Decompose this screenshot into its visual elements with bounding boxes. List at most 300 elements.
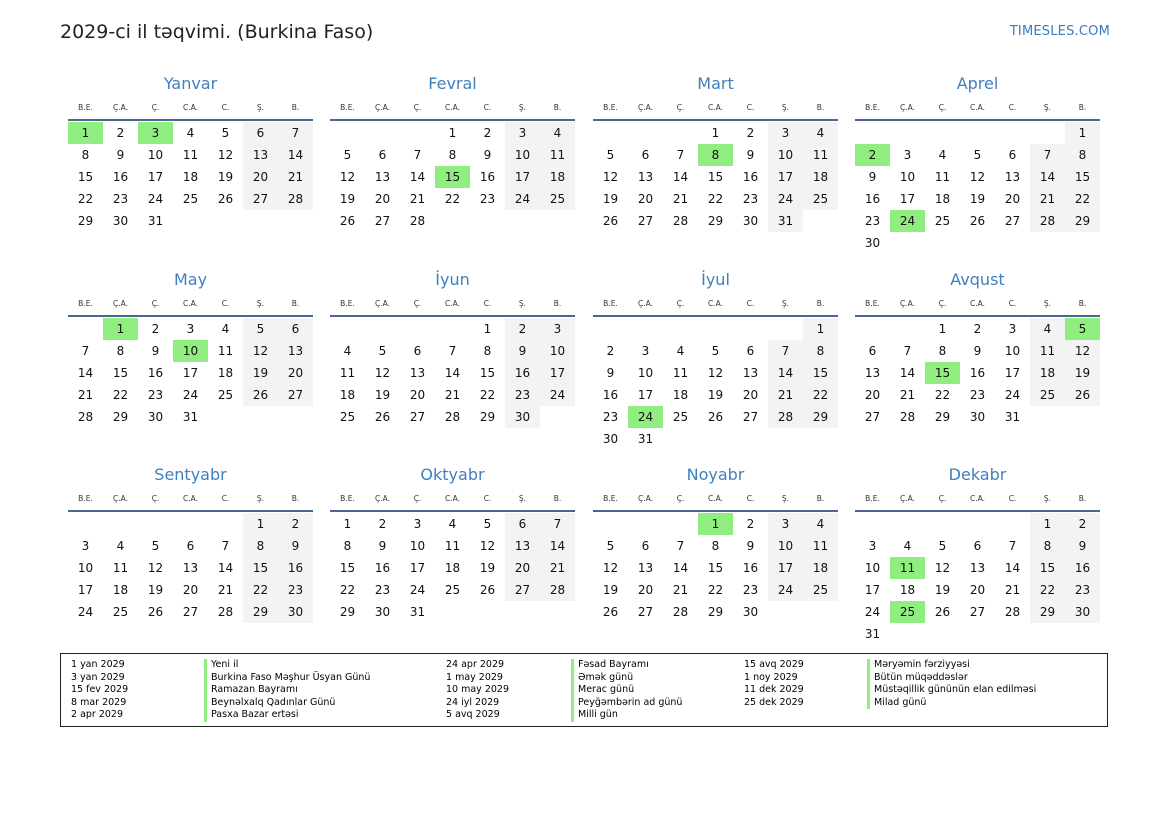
weekday-header [855,486,1100,512]
day-cell: 24 [505,188,540,210]
day-cell: 31 [409,605,426,619]
day-cell: 21 [899,388,916,402]
day-cell: 23 [278,579,313,601]
day-grid [855,121,1100,254]
weekday-label: C.A. [969,493,985,503]
holiday-day-cell: 1 [103,318,138,340]
holiday-day-cell: 10 [173,340,208,362]
weekday-label: Ç. [413,102,422,112]
day-cell: 2 [746,126,755,140]
day-cell: 18 [217,366,234,380]
day-cell: 4 [803,513,838,535]
day-cell: 11 [182,148,199,162]
empty-cell [663,513,698,535]
day-cell: 6 [505,513,540,535]
day-cell: 26 [707,410,724,424]
weekday-label: B. [1078,102,1087,112]
legend-names-3 [867,659,1036,709]
day-cell: 6 [1008,148,1017,162]
weekday-header [330,291,575,317]
day-cell: 26 [602,605,619,619]
day-cell: 4 [540,122,575,144]
day-cell: 30 [147,410,164,424]
day-cell: 4 [938,148,947,162]
day-cell: 22 [1065,188,1100,210]
day-cell: 16 [602,388,619,402]
weekday-label: C.A. [707,493,723,503]
weekday-label: B. [816,298,825,308]
day-cell: 7 [448,344,457,358]
day-cell: 16 [278,557,313,579]
day-cell: 25 [934,214,951,228]
weekday-label: B.E. [865,102,880,112]
empty-cell [593,318,628,340]
day-cell: 9 [483,148,492,162]
day-cell: 17 [77,583,94,597]
day-cell: 18 [339,388,356,402]
day-cell: 17 [768,557,803,579]
empty-cell [698,318,733,340]
day-grid [593,121,838,232]
day-cell: 29 [1065,210,1100,232]
weekday-label: Ç.A. [112,298,128,308]
day-cell: 19 [217,170,234,184]
day-cell: 21 [409,192,426,206]
weekday-label: Ç. [151,493,160,503]
day-cell: 14 [899,366,916,380]
month-1 [68,73,313,232]
day-cell: 10 [540,340,575,362]
empty-cell [173,513,208,535]
day-cell: 8 [81,148,90,162]
empty-cell [365,318,400,340]
day-cell: 8 [711,539,720,553]
day-cell: 22 [803,384,838,406]
weekday-label: C. [483,298,492,308]
day-cell: 28 [540,579,575,601]
day-cell: 24 [409,583,426,597]
day-cell: 16 [112,170,129,184]
holiday-date: 8 mar 2029 [71,696,127,708]
day-cell: 22 [707,192,724,206]
month-8 [855,269,1100,428]
day-cell: 12 [374,366,391,380]
month-name: Dekabr [948,465,1007,484]
month-11 [593,464,838,623]
empty-cell [995,122,1030,144]
day-cell: 3 [768,513,803,535]
weekday-label: Ç. [676,298,685,308]
holiday-date: 5 avq 2029 [446,709,500,721]
day-cell: 31 [768,210,803,232]
month-name: Sentyabr [154,465,227,484]
day-cell: 21 [540,557,575,579]
day-cell: 3 [505,122,540,144]
day-cell: 4 [186,126,195,140]
day-cell: 15 [803,362,838,384]
empty-cell [995,513,1030,535]
empty-cell [925,122,960,144]
day-grid [330,121,575,232]
day-cell: 17 [182,366,199,380]
day-cell: 20 [969,583,986,597]
weekday-label: B. [553,102,562,112]
day-cell: 10 [1004,344,1021,358]
day-cell: 1 [448,126,457,140]
day-cell: 12 [602,170,619,184]
day-cell: 23 [479,192,496,206]
weekday-header [68,291,313,317]
day-cell: 1 [1030,513,1065,535]
month-name: Noyabr [686,465,745,484]
day-cell: 31 [864,627,881,641]
day-cell: 25 [803,579,838,601]
day-cell: 23 [864,214,881,228]
empty-cell [855,122,890,144]
day-grid [330,512,575,623]
weekday-label: Ç.A. [637,102,653,112]
day-cell: 19 [707,388,724,402]
holiday-name: Fəsad Bayramı [571,659,682,672]
day-cell: 5 [151,539,160,553]
holiday-name: Peyğəmbərin ad günü [571,697,682,710]
day-cell: 18 [444,561,461,575]
day-cell: 15 [243,557,278,579]
day-cell: 28 [278,188,313,210]
day-cell: 10 [768,144,803,166]
day-cell: 27 [637,605,654,619]
weekday-label: C.A. [969,102,985,112]
holiday-date: 24 apr 2029 [446,659,505,670]
day-cell: 17 [637,388,654,402]
day-cell: 11 [112,561,129,575]
day-cell: 27 [409,410,426,424]
weekday-label: B. [291,493,300,503]
day-cell: 15 [479,366,496,380]
empty-cell [330,122,365,144]
day-cell: 20 [864,388,881,402]
day-cell: 4 [803,122,838,144]
day-cell: 26 [217,192,234,206]
weekday-label: B.E. [340,102,355,112]
day-cell: 27 [969,605,986,619]
day-cell: 7 [540,513,575,535]
day-cell: 20 [243,166,278,188]
day-cell: 23 [969,388,986,402]
day-cell: 2 [505,318,540,340]
day-cell: 22 [112,388,129,402]
day-cell: 24 [77,605,94,619]
day-cell: 11 [339,366,356,380]
day-cell: 25 [182,192,199,206]
day-cell: 3 [641,344,650,358]
day-cell: 25 [339,410,356,424]
day-cell: 16 [742,561,759,575]
weekday-label: Ç. [676,102,685,112]
day-cell: 31 [182,410,199,424]
legend-dates-3 [744,659,804,709]
day-cell: 8 [116,344,125,358]
holiday-date: 1 may 2029 [446,671,503,683]
weekday-label: B. [553,298,562,308]
day-cell: 2 [606,344,615,358]
day-cell: 6 [746,344,755,358]
day-cell: 29 [707,605,724,619]
day-cell: 17 [505,166,540,188]
day-cell: 13 [637,170,654,184]
day-cell: 27 [374,214,391,228]
day-cell: 21 [1004,583,1021,597]
day-cell: 1 [711,126,720,140]
day-cell: 8 [243,535,278,557]
day-cell: 31 [637,432,654,446]
day-cell: 28 [444,410,461,424]
day-cell: 18 [803,557,838,579]
day-cell: 30 [742,214,759,228]
month-9 [68,464,313,623]
day-cell: 2 [278,513,313,535]
day-cell: 5 [606,148,615,162]
day-cell: 28 [672,605,689,619]
weekday-label: B.E. [340,298,355,308]
day-cell: 4 [448,517,457,531]
holiday-legend [60,653,1108,727]
day-cell: 5 [343,148,352,162]
day-cell: 9 [606,366,615,380]
day-cell: 20 [1004,192,1021,206]
weekday-label: Ç.A. [112,102,128,112]
day-cell: 18 [803,166,838,188]
day-cell: 22 [77,192,94,206]
empty-cell [628,122,663,144]
day-cell: 3 [81,539,90,553]
weekday-label: B. [1078,298,1087,308]
month-name: May [173,270,208,289]
day-cell: 15 [77,170,94,184]
holiday-day-cell: 25 [890,601,925,623]
day-cell: 14 [217,561,234,575]
weekday-label: Ş. [518,493,527,503]
day-cell: 29 [707,214,724,228]
day-cell: 13 [864,366,881,380]
day-cell: 1 [243,513,278,535]
day-cell: 27 [278,384,313,406]
weekday-label: Ş. [256,493,265,503]
day-cell: 30 [742,605,759,619]
day-cell: 19 [934,583,951,597]
day-cell: 15 [1065,166,1100,188]
day-cell: 13 [374,170,391,184]
holiday-name: Burkina Faso Məşhur Üsyan Günü [204,672,370,685]
day-cell: 24 [1004,388,1021,402]
day-cell: 16 [1065,557,1100,579]
weekday-label: C. [221,102,230,112]
day-cell: 19 [243,362,278,384]
holiday-day-cell: 8 [698,144,733,166]
weekday-header [855,95,1100,121]
day-cell: 14 [672,170,689,184]
holiday-day-cell: 5 [1065,318,1100,340]
day-cell: 30 [969,410,986,424]
holiday-date: 10 may 2029 [446,684,510,696]
day-cell: 29 [112,410,129,424]
holiday-date: 15 avq 2029 [744,659,804,670]
day-cell: 7 [676,539,685,553]
weekday-label: Ş. [518,102,527,112]
weekday-label: B.E. [603,493,618,503]
day-cell: 29 [803,406,838,428]
day-cell: 6 [186,539,195,553]
day-cell: 15 [112,366,129,380]
day-cell: 13 [742,366,759,380]
day-cell: 28 [1030,210,1065,232]
day-cell: 28 [899,410,916,424]
day-cell: 26 [339,214,356,228]
weekday-label: Ç. [151,298,160,308]
weekday-label: Ç.A. [637,493,653,503]
day-cell: 6 [243,122,278,144]
weekday-label: C.A. [969,298,985,308]
weekday-label: C. [746,493,755,503]
day-cell: 5 [711,344,720,358]
day-cell: 29 [934,410,951,424]
day-cell: 20 [637,192,654,206]
day-cell: 4 [221,322,230,336]
weekday-header [68,95,313,121]
day-cell: 13 [1004,170,1021,184]
day-cell: 15 [707,561,724,575]
empty-cell [663,122,698,144]
day-cell: 20 [278,362,313,384]
day-grid [330,317,575,428]
month-name: Yanvar [163,74,218,93]
legend-names-2 [571,659,682,722]
day-cell: 26 [1065,384,1100,406]
day-cell: 17 [1004,366,1021,380]
holiday-date: 25 dek 2029 [744,696,804,708]
day-cell: 18 [672,388,689,402]
day-cell: 12 [479,539,496,553]
day-cell: 14 [1004,561,1021,575]
day-cell: 8 [448,148,457,162]
site-logo[interactable]: TIMESLES.COM [1009,24,1110,39]
day-cell: 26 [243,384,278,406]
holiday-name: Beynəlxalq Qadınlar Günü [204,697,370,710]
day-cell: 25 [217,388,234,402]
legend-dates-1 [71,659,128,722]
day-cell: 5 [243,318,278,340]
day-cell: 23 [602,410,619,424]
day-cell: 13 [637,561,654,575]
day-cell: 21 [768,384,803,406]
day-cell: 3 [903,148,912,162]
weekday-label: C. [1008,102,1017,112]
empty-cell [138,513,173,535]
day-cell: 24 [768,188,803,210]
day-cell: 25 [444,583,461,597]
day-cell: 7 [81,344,90,358]
day-cell: 27 [637,214,654,228]
day-cell: 27 [1004,214,1021,228]
day-cell: 12 [602,561,619,575]
day-cell: 26 [147,605,164,619]
weekday-header [593,486,838,512]
empty-cell [628,513,663,535]
holiday-name: Məryəmin fərziyyəsi [867,659,1036,672]
day-cell: 11 [803,144,838,166]
day-cell: 4 [1030,318,1065,340]
holiday-day-cell: 24 [628,406,663,428]
day-grid [68,512,313,623]
day-cell: 14 [672,561,689,575]
holiday-day-cell: 1 [698,513,733,535]
holiday-name: Yeni il [204,659,370,672]
day-cell: 2 [483,126,492,140]
weekday-label: C.A. [444,298,460,308]
day-cell: 19 [602,583,619,597]
weekday-header [593,291,838,317]
day-cell: 29 [1030,601,1065,623]
holiday-name: Pasxa Bazar ertəsi [204,709,370,722]
empty-cell [68,318,103,340]
day-cell: 25 [112,605,129,619]
day-cell: 28 [1004,605,1021,619]
weekday-label: Ç. [938,102,947,112]
day-cell: 22 [479,388,496,402]
day-cell: 25 [540,188,575,210]
day-cell: 16 [505,362,540,384]
day-cell: 9 [973,344,982,358]
day-cell: 19 [339,192,356,206]
day-grid [68,317,313,428]
day-cell: 19 [602,192,619,206]
day-cell: 28 [672,214,689,228]
day-cell: 21 [278,166,313,188]
empty-cell [593,122,628,144]
month-12 [855,464,1100,645]
day-grid [855,512,1100,645]
day-cell: 8 [938,344,947,358]
empty-cell [890,513,925,535]
day-cell: 9 [746,148,755,162]
day-cell: 10 [409,539,426,553]
day-cell: 15 [707,170,724,184]
holiday-day-cell: 24 [890,210,925,232]
holiday-name: Bütün müqəddəslər [867,672,1036,685]
day-cell: 21 [1030,188,1065,210]
weekday-label: C. [221,493,230,503]
holiday-name: Merac günü [571,684,682,697]
day-cell: 3 [768,122,803,144]
day-cell: 10 [768,535,803,557]
weekday-label: Ç. [413,493,422,503]
day-cell: 5 [973,148,982,162]
day-cell: 2 [746,517,755,531]
day-cell: 19 [479,561,496,575]
holiday-day-cell: 15 [925,362,960,384]
empty-cell [925,513,960,535]
day-cell: 4 [343,344,352,358]
day-cell: 1 [803,318,838,340]
day-cell: 12 [1065,340,1100,362]
day-cell: 10 [637,366,654,380]
weekday-header [330,486,575,512]
day-cell: 21 [672,192,689,206]
empty-cell [628,318,663,340]
day-cell: 13 [278,340,313,362]
weekday-label: C.A. [182,493,198,503]
empty-cell [400,122,435,144]
